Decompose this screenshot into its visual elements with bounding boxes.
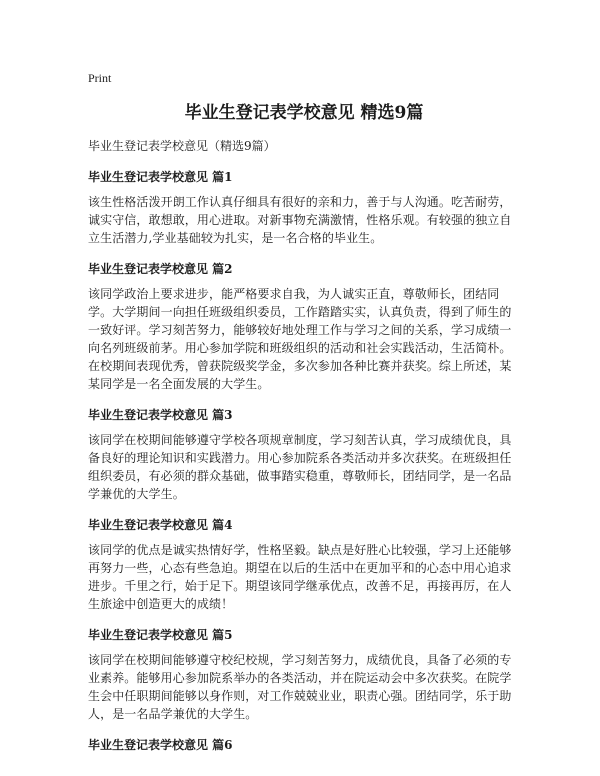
section-title: 毕业生登记表学校意见 篇6 (88, 738, 233, 752)
document-page (88, 70, 520, 767)
section-title: 毕业生登记表学校意见 篇5 (88, 628, 233, 642)
section-body: 该生性格活泼开朗工作认真仔细具有很好的亲和力，善于与人沟通。吃苦耐劳，诚实守信，敢想敢，用心进取。对新事物充满激情，性格乐观。有较强的独立自立生活潜力,学业基础较为扎实，是一名合格的毕业生。 (88, 195, 512, 245)
section-2 (88, 260, 520, 393)
section-body: 该同学的优点是诚实热情好学，性格坚毅。缺点是好胜心比较强，学习上还能够再努力一些，心态有些急迫。期望在以后的生活中在更加平和的心态中用心追求进步。千里之行，始于足下。期望该同学继承优点，改善不足，再接再厉，在人生旅途中创造更大的成绩！ (88, 543, 512, 611)
page-title: 毕业生登记表学校意见 精选9篇 (184, 103, 424, 123)
section-body: 该同学在校期间能够遵守校纪校规，学习刻苦努力，成绩优良，具备了必须的专业素养。能够用心参加院系举办的各类活动，并在院运动会中多次获奖。在院学生会中任职期间能够以身作则，对工作兢兢业业，职责心强。团结同学，乐于助人，是一名品学兼优的大学生。 (88, 653, 512, 721)
section-title: 毕业生登记表学校意见 篇1 (88, 170, 233, 184)
section-body: 该同学政治上要求进步，能严格要求自我，为人诚实正直，尊敬师长，团结同学。大学期间一向担任班级组织委员，工作踏踏实实，认真负责，得到了师生的一致好评。学习刻苦努力，能够较好地处理工作与学习之间的关系，学习成绩一向名列班级前茅。用心参加学院和班级组织的活动和社会实践活动，生活简朴。在校期间表现优秀，曾获院级奖学金，多次参加各种比赛并获奖。综上所述，某某同学是一名全面发展的大学生。 (88, 287, 512, 391)
section-title: 毕业生登记表学校意见 篇3 (88, 408, 233, 422)
section-body: 该同学在校期间能够遵守学校各项规章制度，学习刻苦认真，学习成绩优良，具备良好的理论知识和实践潜力。用心参加院系各类活动并多次获奖。在班级担任组织委员，有必须的群众基础，做事踏实稳重，尊敬师长，团结同学，是一名品学兼优的大学生。 (88, 433, 512, 501)
section-6 (88, 736, 520, 754)
section-4 (88, 516, 520, 613)
section-1 (88, 168, 520, 247)
section-title: 毕业生登记表学校意见 篇4 (88, 518, 233, 532)
document-subtitle: 毕业生登记表学校意见（精选9篇） (88, 139, 276, 153)
section-5 (88, 626, 520, 723)
print-link[interactable]: Print (88, 71, 112, 85)
section-title: 毕业生登记表学校意见 篇2 (88, 262, 233, 276)
section-3 (88, 406, 520, 503)
